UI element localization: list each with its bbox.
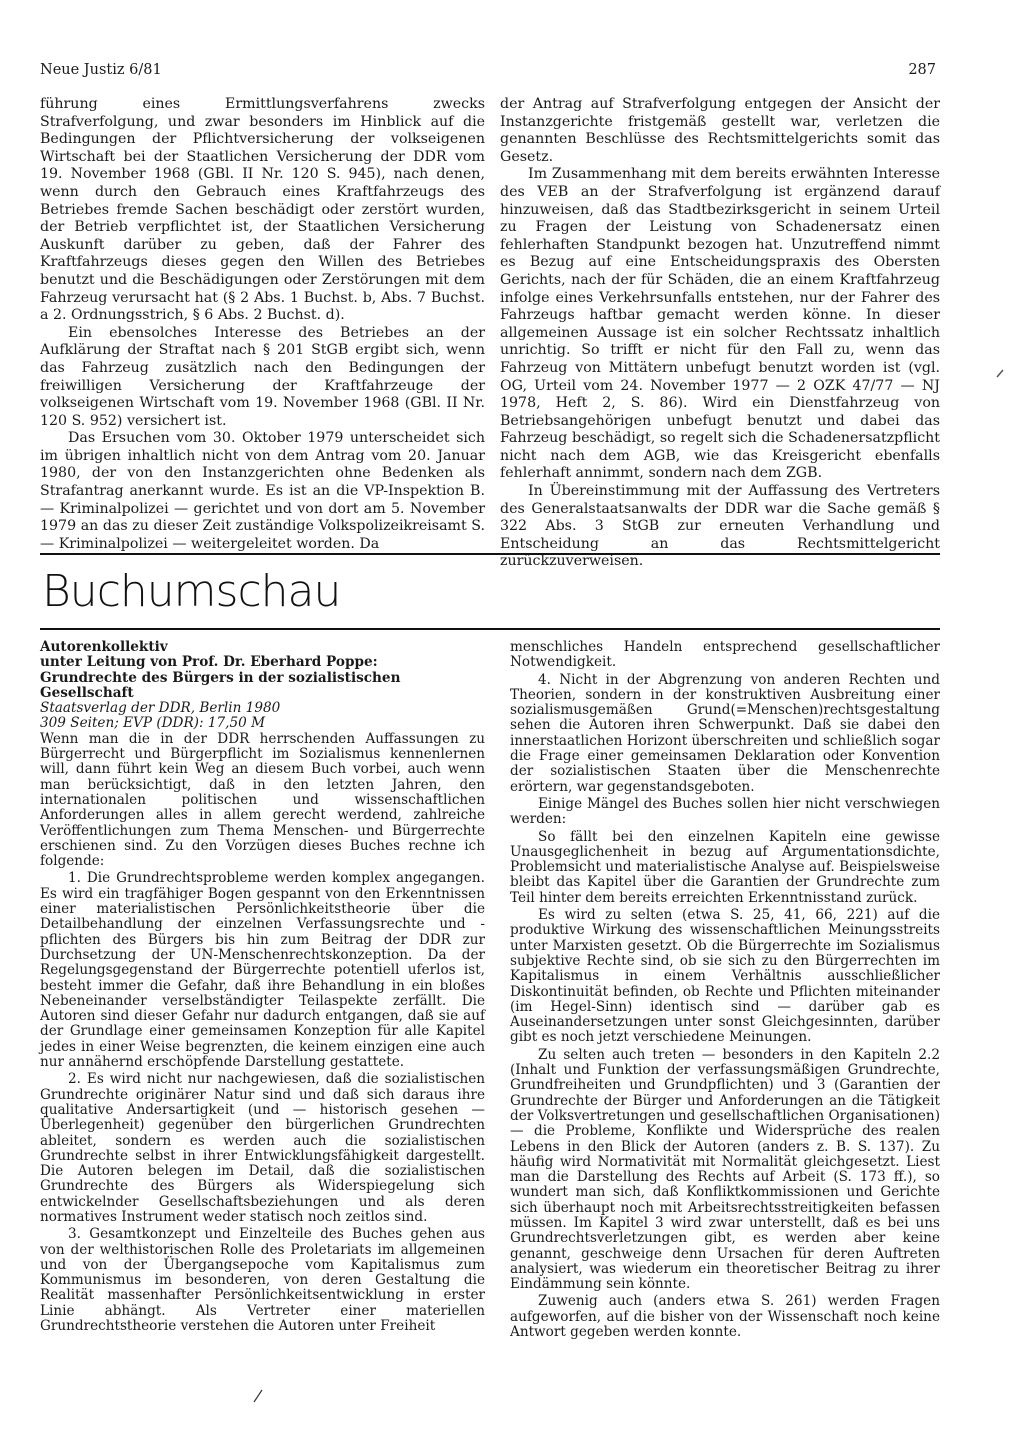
page-header bbox=[40, 62, 936, 82]
review-paragraph: Einige Mängel des Buches sollen hier nicht verschwiegen werden: bbox=[510, 795, 940, 828]
book-publisher: Staatsverlag der DDR, Berlin 1980 bbox=[40, 700, 281, 717]
article-paragraph: Im Zusammenhang mit dem bereits erwähnten Interesse des VEB an der Strafverfolgung ist ergänzend darauf hinzuweisen, daß das Stadtbezirksgericht in seinem Urteil zu Fragen der Leistung von Schadenersatz einen fehlerhaften Standpunkt bezogen hat. Unzutreffend nimmt es Bezug auf eine Entscheidungspraxis des Obersten Gerichts, nach der für Schäden, die an einem Kraftfahrzeug infolge eines Verkehrsunfalls entstehen, nur der Fahrer des Fahrzeugs haftbar gemacht werden könne. In dieser allgemeinen Aussage ist ein solcher Rechtssatz inhaltlich unrichtig. So trifft er nicht für den Fall zu, wenn das Fahrzeug von Mittätern unbefugt benutzt worden ist (vgl. OG, Urteil vom 24. November 1977 — 2 OZK 47/77 — NJ 1978, Heft 2, S. 86). Wird ein Dienstfahrzeug von Betriebsangehörigen unbefugt benutzt und dabei das Fahrzeug beschädigt, so regelt sich die Schadenersatzpflicht nicht nach dem AGB, wie das Kreisgericht ebenfalls fehlerhaft annimmt, sondern nach dem ZGB. bbox=[500, 166, 940, 482]
review-list-item: 2. Es wird nicht nur nachgewiesen, daß die sozialistischen Grundrechte originärer Natur sind und daß sich daraus ihre qualitative Andersartigkeit (und — historisch gesehen — Überlegenheit) gegenüber den bürgerlichen Grundrechten ableitet, sondern es werden auch die sozialistischen Grundrechte selbst in ihrer Entwicklungsfähigkeit dargestellt. Die Autoren belegen im Detail, daß die sozialistischen Grundrechte des Bürgers als Widerspiegelung sich entwickelnder Gesellschaftsbeziehungen und als deren normatives Instrument weder statisch noch zeitlos sind. bbox=[40, 1071, 485, 1225]
review-list-item: 1. Die Grundrechtsprobleme werden komplex angegangen. Es wird ein tragfähiger Bogen gespannt von den Erkenntnissen einer materialistischen Persönlichkeitstheorie über die Detailbehandlung der einzelnen Verfassungsrechte und -pflichten des Bürgers bis hin zum Beitrag der DDR zur Durchsetzung der UN-Menschenrechtskonzeption. Da der Regelungsgegenstand der Bürgerrechte potentiell uferlos ist, besteht immer die Gefahr, daß ihre Behandlung in ein bloßes Nebeneinander verselbständigter Teilaspekte zerfällt. Die Autoren sind dieser Gefahr nur dadurch entgangen, daß sie auf der Grundlage einer gemeinsamen Konzeption für alle Kapitel jedes in einer Weise begrenzten, die keinem einzigen eine auch nur annähernd erschöpfende Darstellung gestattete. bbox=[40, 870, 485, 1071]
article-paragraph: der Antrag auf Strafverfolgung entgegen der Ansicht der Instanzgerichte fristgemäß gestellt war, verletzen die genannten Beschlüsse des Rechtsmittelgerichts somit das Gesetz. bbox=[500, 96, 940, 165]
review-paragraph: Zu selten auch treten — besonders in den Kapiteln 2.2 (Inhalt und Funktion der verfassungsmäßigen Grundrechte, Grundfreiheiten und Grundpflichten) und 3 (Garantien der Grundrechte der Bürger und Anforderungen an die Tätigkeit der Volksvertretungen und gesellschaftlichen Organisationen) — die Probleme, Konflikte und Widersprüche des realen Lebens in den Blick der Autoren (anders z. B. S. 137). Zu häufig wird Normativität mit Normalität gleichgesetzt. Liest man die Darstellung des Rechts auf Arbeit (S. 173 ff.), so wundert man sich, daß Konfliktkommissionen und Gerichte sich überhaupt noch mit Arbeitsrechtsstreitigkeiten befassen müssen. Im Kapitel 3 wird zwar unterstellt, daß es bei uns Grundrechtsverletzungen gibt, es werden aber keine genannt, geschweige denn Ursachen für deren Auftreten analysiert, was wiederum ein theoretischer Beitrag zu ihrer Eindämmung sein könnte. bbox=[510, 1046, 940, 1293]
article-column-right bbox=[500, 96, 940, 571]
stray-pen-mark bbox=[254, 1390, 262, 1402]
review-paragraph: Es wird zu selten (etwa S. 25, 41, 66, 221) auf die produktive Wirkung des wissenschaftlichen Meinungsstreits unter Marxisten gesetzt. Ob die Bürgerrechte im Sozialismus subjektive Rechte sind, ob sie sich zu den Bürgerrechten im Kapitalismus in einem Verhältnis ausschließlicher Diskontinuität befinden, ob Rechte und Pflichten miteinander (im Hegel-Sinn) identisch sind — darüber gab es Auseinandersetzungen unter sonst Gleichgesinnten, darüber gibt es noch jetzt verschiedene Meinungen. bbox=[510, 907, 940, 1046]
review-column-left bbox=[40, 640, 485, 1334]
article-column-left bbox=[40, 96, 485, 553]
section-divider-top bbox=[40, 553, 940, 555]
book-pages-price: 309 Seiten; EVP (DDR): 17,50 M bbox=[40, 715, 266, 732]
section-title: Buchumschau bbox=[42, 566, 341, 617]
book-title: Grundrechte des Bürgers in der sozialistischen Gesellschaft bbox=[40, 669, 401, 701]
section-divider-bottom bbox=[40, 628, 940, 630]
article-paragraph: Das Ersuchen vom 30. Oktober 1979 unterscheidet sich im übrigen inhaltlich nicht von dem Antrag vom 20. Januar 1980, der von den Instanzgerichten ohne Bedenken als Strafantrag anerkannt wurde. Es ist an die VP-Inspektion B. — Kriminalpolizei — gerichtet und von dort am 5. November 1979 an das zu dieser Zeit zuständige Volkspolizeikreisamt S. — Kriminalpolizei — weitergeleitet worden. Da bbox=[40, 430, 485, 552]
review-list-item: 4. Nicht in der Abgrenzung von anderen Rechten und Theorien, sondern in der konstruktiven Ausbreitung einer sozialismusgemäßen Grund(=Menschen)rechtsgestaltung sehen die Autoren ihren Schwerpunkt. Daß sie dabei den innerstaatlichen Horizont überschreiten und schließlich sogar die Frage einer gemeinsamen Deklaration oder Konvention der sozialistischen Staaten über die Menschenrechte erörtern, war gegenstandsgeboten. bbox=[510, 671, 940, 795]
book-editor: unter Leitung von Prof. Dr. Eberhard Poppe: bbox=[40, 654, 378, 671]
page-number: 287 bbox=[908, 62, 936, 78]
review-paragraph: menschliches Handeln entsprechend gesellschaftlicher Notwendigkeit. bbox=[510, 639, 940, 671]
stray-pen-mark bbox=[997, 370, 1003, 377]
article-paragraph: Ein ebensolches Interesse des Betriebes an der Aufklärung der Straftat nach § 201 StGB ergibt sich, wenn das Fahrzeug zusätzlich nach den Bedingungen der freiwilligen Versicherung der Kraftfahrzeuge der volkseigenen Wirtschaft vom 19. November 1968 (GBl. II Nr. 120 S. 952) versichert ist. bbox=[40, 324, 485, 429]
book-citation bbox=[40, 640, 485, 732]
review-column-right bbox=[510, 640, 940, 1340]
review-paragraph: Zuwenig auch (anders etwa S. 261) werden Fragen aufgeworfen, auf die bisher von der Wissenschaft noch keine Antwort gegeben werden konnte. bbox=[510, 1293, 940, 1341]
article-paragraph: In Übereinstimmung mit der Auffassung des Vertreters des Generalstaatsanwalts der DDR war die Sache gemäß § 322 Abs. 3 StGB zur erneuten Verhandlung und Entscheidung an das Rechtsmittelgericht zurückzuverweisen. bbox=[500, 483, 940, 570]
review-list-item: 3. Gesamtkonzept und Einzelteile des Buches gehen aus von der welthistorischen Rolle des Proletariats im allgemeinen und von der Übergangsepoche vom Kapitalismus zum Kommunismus im besonderen, von deren Gestaltung die Realität massenhafter Persönlichkeitsentwicklung in erster Linie abhängt. Als Vertreter einer materiellen Grundrechtstheorie verstehen die Autoren unter Freiheit bbox=[40, 1226, 485, 1335]
article-paragraph: führung eines Ermittlungsverfahrens zwecks Strafverfolgung, und zwar besonders im Hinblick auf die Bedingungen der Pflichtversicherung der volkseigenen Wirtschaft bei der Staatlichen Versicherung der DDR vom 19. November 1968 (GBl. II Nr. 120 S. 945), nach denen, wenn durch den Gebrauch eines Kraftfahrzeugs des Betriebes fremde Sachen beschädigt oder zerstört wurden, der Betrieb verpflichtet ist, der Staatlichen Versicherung Auskunft darüber zu geben, daß der Fahrer des Kraftfahrzeugs dieses gegen den Willen des Betriebes benutzt und die Beschädigungen oder Zerstörungen mit dem Fahrzeug verursacht hat (§ 2 Abs. 1 Buchst. b, Abs. 7 Buchst. a 2. Ordnungsstrich, § 6 Abs. 2 Buchst. d). bbox=[40, 96, 485, 324]
review-paragraph: Wenn man die in der DDR herrschenden Auffassungen zu Bürgerrecht und Bürgerpflicht im Sozialismus kennenlernen will, dann führt kein Weg an diesem Buch vorbei, auch wenn man berücksichtigt, daß in den letzten Jahren, den internationalen politischen und wissenschaftlichen Anforderungen alles in allem gerecht werdend, zahlreiche Veröffentlichungen zum Thema Menschen- und Bürgerrechte erschienen sind. Zu den Vorzügen dieses Buches rechne ich folgende: bbox=[40, 730, 485, 870]
journal-issue: Neue Justiz 6/81 bbox=[40, 62, 162, 78]
review-paragraph: So fällt bei den einzelnen Kapiteln eine gewisse Unausgeglichenheit in bezug auf Argumentationsdichte, Problemsicht und materialistische Analyse auf. Beispielsweise bleibt das Kapitel über die Garantien der Grundrechte zum Teil hinter dem bereits erreichten Erkenntnisstand zurück. bbox=[510, 828, 940, 906]
book-authors: Autorenkollektiv bbox=[40, 639, 168, 655]
